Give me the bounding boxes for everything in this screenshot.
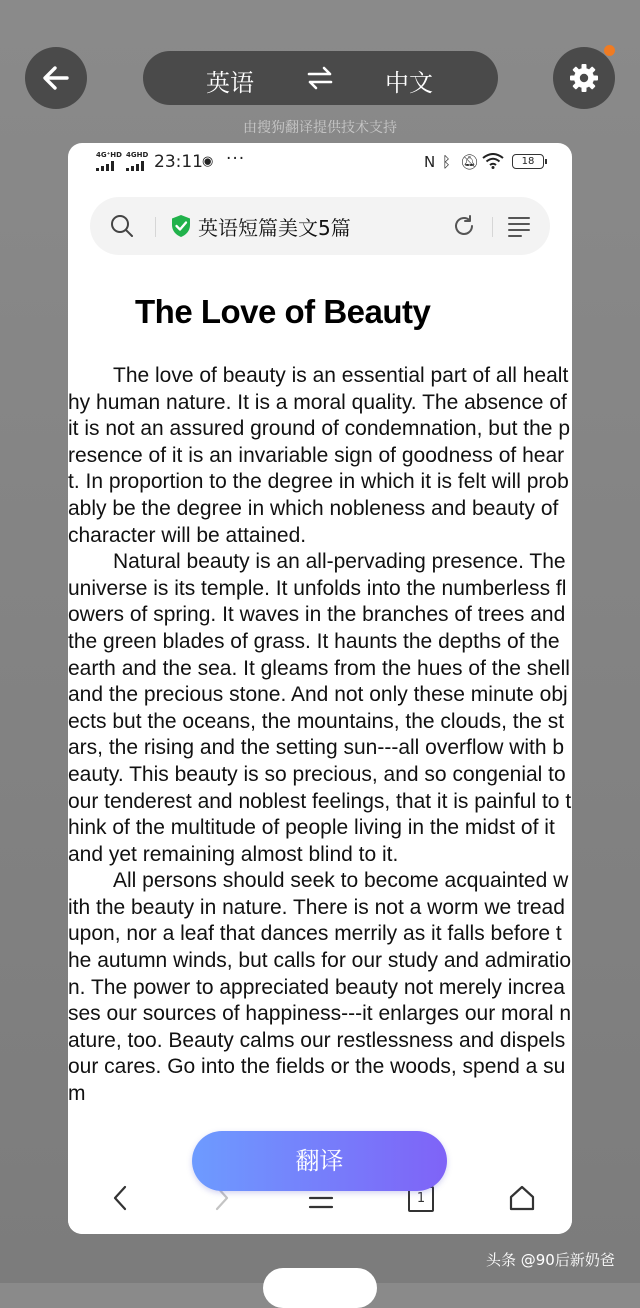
- page-title: 英语短篇美文5篇: [198, 216, 351, 240]
- nfc-icon: N: [424, 153, 436, 171]
- menu-icon[interactable]: [507, 214, 531, 238]
- settings-button[interactable]: [553, 47, 615, 109]
- notification-dot: [604, 45, 615, 56]
- swap-languages-icon[interactable]: [305, 64, 335, 92]
- source-language[interactable]: 英语: [206, 69, 254, 97]
- bottom-handle[interactable]: [263, 1268, 377, 1308]
- status-bar: [68, 143, 572, 181]
- divider: [155, 217, 156, 237]
- article-paragraph: The love of beauty is an essential part of all healthy human nature. It is a moral quality. The absence of it is not an assured ground of condemnation, but the presence of it is an invariable sign of goodness of heart. In proportion to the degree in which it is felt will probably be the degree in which nobleness and beauty of character will be attained.: [68, 364, 571, 547]
- reload-icon[interactable]: [452, 214, 476, 238]
- article-title: The Love of Beauty: [135, 293, 431, 330]
- article-paragraph: All persons should seek to become acquainted with the beauty in nature. There is not a worm we tread upon, nor a leaf that dances merrily as it falls before the autumn winds, but calls for our study and admiration. The power to appreciated beauty not merely increases our sources of happiness---it enlarges our moral nature, too. Beauty calms our restlessness and dispels our cares. Go into the fields or the woods, spend a sum: [68, 869, 572, 1106]
- powered-by-text: 由搜狗翻译提供技术支持: [243, 120, 397, 136]
- arrow-left-icon: [41, 63, 71, 93]
- status-time: 23:11: [154, 152, 203, 172]
- article-body: [68, 363, 572, 1108]
- article-paragraph: Natural beauty is an all-pervading presence. The universe is its temple. It unfolds into the numberless flowers of spring. It waves in the branches of trees and the green blades of grass. It haunts the depths of the earth and the sea. It gleams from the hues of the shell and the precious stone. And not only these minute objects but the oceans, the mountains, the clouds, the stars, the rising and the setting sun---all overflow with beauty. This beauty is so precious, and so congenial to our tenderest and noblest feelings, that it is painful to think of the multitude of people living in the midst of it and yet remaining almost blind to it.: [68, 550, 572, 866]
- watermark-text: 头条 @90后新奶爸: [486, 1251, 615, 1269]
- search-icon[interactable]: [110, 214, 134, 238]
- browser-address-bar[interactable]: [90, 197, 550, 255]
- signal-indicator-2: 4GHD: [126, 152, 148, 171]
- mute-bell-icon: 🔕︎: [460, 153, 480, 171]
- translate-button[interactable]: 翻译: [192, 1131, 447, 1191]
- gear-icon: [568, 62, 600, 94]
- screenshot-preview[interactable]: [68, 143, 572, 1234]
- weibo-icon: ◉: [202, 154, 214, 169]
- back-button[interactable]: [25, 47, 87, 109]
- divider: [492, 217, 493, 237]
- signal-indicator-1: 4G⁺HD: [96, 152, 122, 171]
- target-language[interactable]: 中文: [385, 69, 433, 97]
- wifi-icon: [482, 153, 504, 169]
- language-selector: [143, 51, 498, 105]
- battery-indicator: 18: [512, 154, 544, 169]
- tabs-icon[interactable]: 1: [408, 1186, 434, 1212]
- home-icon[interactable]: [508, 1185, 536, 1211]
- article-content[interactable]: [68, 273, 572, 1163]
- shield-check-icon: [170, 214, 192, 238]
- more-notifications-icon: ···: [226, 149, 246, 169]
- bluetooth-icon: ᛒ: [442, 153, 452, 171]
- back-icon[interactable]: [108, 1185, 134, 1211]
